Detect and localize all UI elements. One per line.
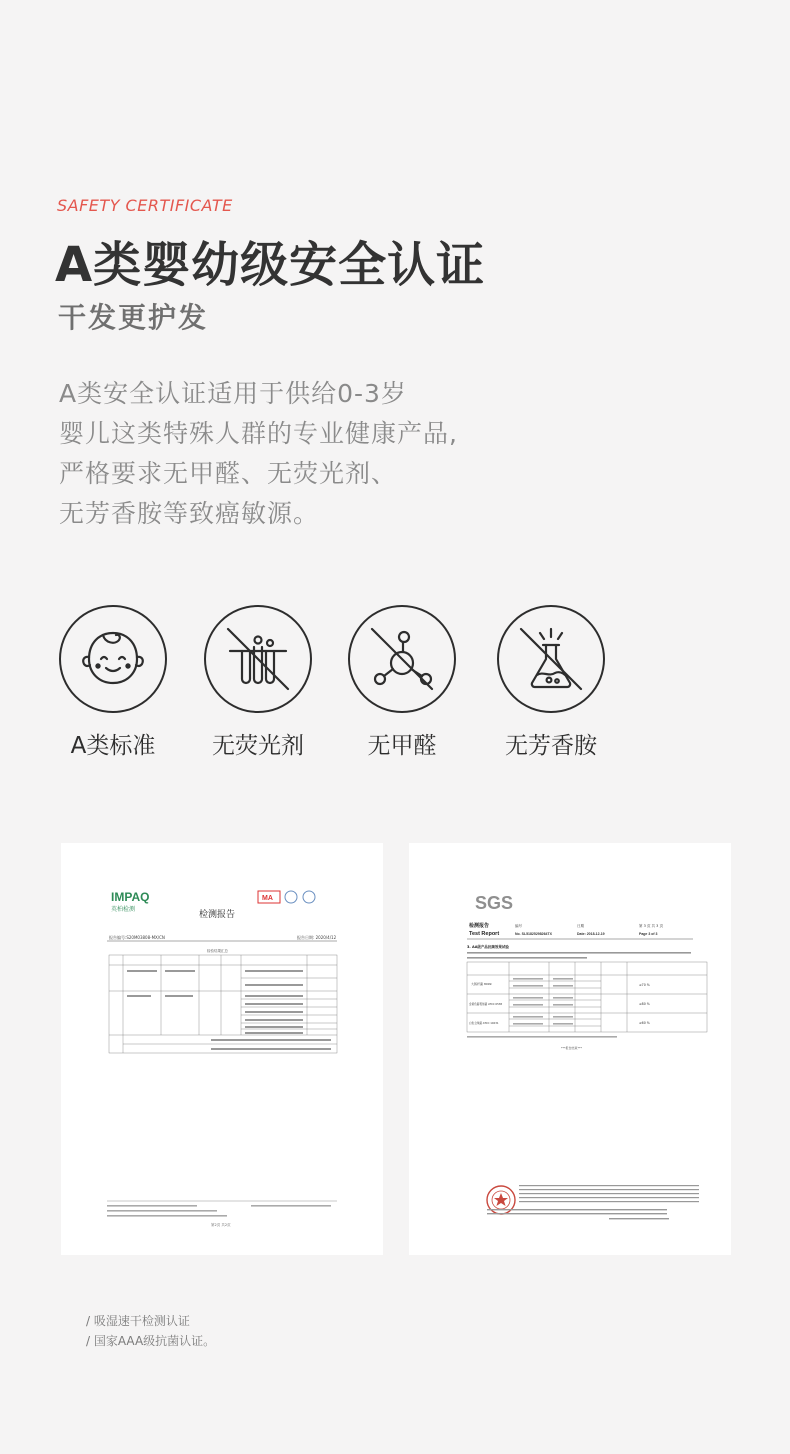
feature-list (0, 605, 790, 765)
feature-label: 无芳香胺 (505, 733, 597, 759)
description (59, 374, 458, 534)
result-value: ≥80 % (639, 1002, 650, 1006)
report-number: No. SL51825298264TX (515, 932, 552, 936)
section-title: 3. AA级产品抗菌效果试验 (467, 945, 509, 949)
feature-label: 无甲醛 (367, 733, 437, 759)
feature-a-standard (43, 605, 183, 760)
report-number: 报告编号:S20M03808-MX/CN (109, 935, 165, 940)
feature-no-aromatic-amine (481, 605, 621, 760)
certificate-gallery (0, 843, 790, 1255)
report-title-cn: 检测报告 (469, 923, 490, 929)
impaq-logo-cn: 英柏检测 (111, 906, 136, 913)
description-line: 严格要求无甲醛、无荧光剂、 (59, 459, 398, 488)
no-molecule-icon (350, 607, 454, 711)
footer-text-lines (107, 1205, 331, 1217)
report-date: Date: 2018-12-19 (577, 932, 605, 936)
strain-label: 白色念珠菌 ATCC 10231 (469, 1022, 499, 1025)
report-date: 报告日期: 2020/4/12 (297, 935, 337, 940)
result-value: ≥60 % (639, 1021, 650, 1025)
page-number: Page 3 of 3 (639, 932, 658, 936)
table-text-lines (127, 970, 331, 1050)
description-line: 无芳香胺等致癌敏源。 (59, 499, 320, 528)
description-line: 婴儿这类特殊人群的专业健康产品, (59, 419, 458, 448)
end-note: ***报告结束*** (561, 1046, 583, 1050)
cnas-mark (303, 891, 315, 903)
number-label: 编号 (515, 924, 522, 928)
report-title: 检测报告 (199, 910, 236, 920)
feature-label: 无荧光剂 (212, 733, 304, 759)
no-test-tubes-icon (206, 607, 310, 711)
report-title-en: Test Report (469, 931, 500, 937)
strain-label: 金黄色葡萄球菌 ATCC 6538 (469, 1003, 503, 1006)
ma-mark-text: MA (262, 895, 273, 902)
impaq-test-report (61, 843, 383, 1255)
feature-label: A类标准 (70, 733, 156, 759)
description-line: A类安全认证适用于供给0-3岁 (59, 379, 407, 408)
ilac-mark (285, 891, 297, 903)
sgs-test-report (409, 843, 731, 1255)
page-number: 第2页 共2页 (211, 1223, 231, 1227)
page-number-cn: 第 3 页 共 3 页 (639, 924, 664, 928)
impaq-logo: IMPAQ (111, 890, 150, 904)
sgs-logo: SGS (475, 893, 514, 913)
flask-icon (499, 607, 603, 711)
page-subtitle: 干发更护发 (58, 301, 209, 334)
result-value: ≥70 % (639, 983, 650, 987)
footnote: / 国家AAA级抗菌认证。 (86, 1334, 216, 1348)
table-caption: 检验结果汇总 (207, 949, 228, 953)
date-label: 日期 (577, 924, 584, 928)
strain-label: 大肠杆菌 8099 (471, 982, 492, 986)
page-title: A类婴幼级安全认证 (55, 237, 486, 293)
feature-no-fluorescent (188, 605, 328, 760)
eyebrow-label: SAFETY CERTIFICATE (57, 196, 233, 215)
footnotes (86, 1311, 215, 1351)
results-table (467, 962, 707, 1032)
baby-face-icon (61, 607, 165, 711)
feature-no-formaldehyde (332, 605, 472, 760)
footnote: / 吸湿速干检测认证 (86, 1314, 190, 1328)
